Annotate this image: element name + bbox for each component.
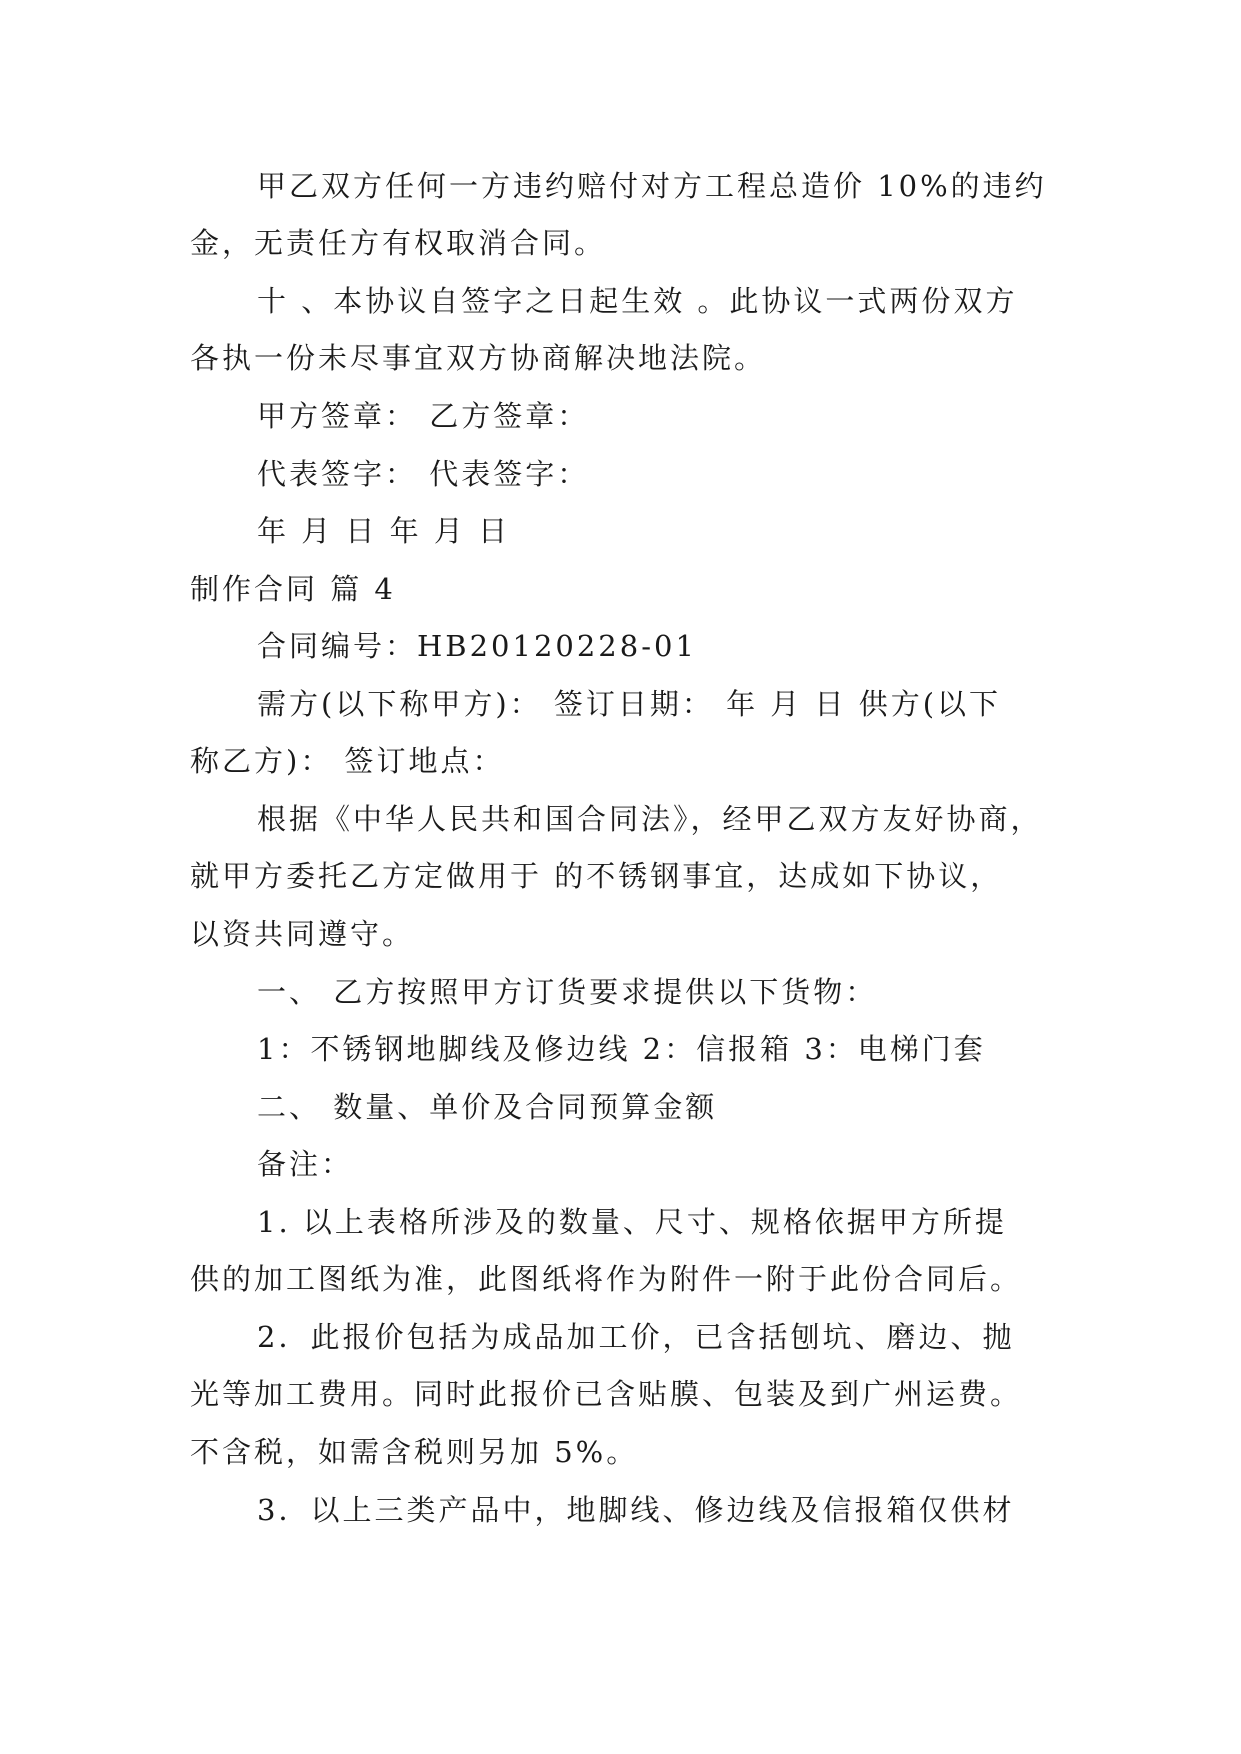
- paragraph-line: 以资共同遵守。: [190, 917, 415, 951]
- paragraph-line: 3．以上三类产品中，地脚线、修边线及信报箱仅供材: [257, 1493, 1015, 1527]
- paragraph-line: 根据《中华人民共和国合同法》，经甲乙双方友好协商，: [257, 802, 1043, 836]
- paragraph-line: 二、 数量、单价及合同预算金额: [257, 1090, 718, 1124]
- paragraph-line: 光等加工费用。同时此报价已含贴膜、包装及到广州运费。: [190, 1377, 1023, 1411]
- paragraph-line: 供的加工图纸为准，此图纸将作为附件一附于此份合同后。: [190, 1262, 1023, 1296]
- signature-line: 甲方签章： 乙方签章：: [257, 399, 590, 433]
- paragraph-line: 一、 乙方按照甲方订货要求提供以下货物：: [257, 975, 878, 1009]
- section-heading: 制作合同 篇 4: [190, 572, 396, 606]
- contract-number: 合同编号：HB20120228-01: [257, 629, 697, 663]
- paragraph-line: 需方(以下称甲方)： 签订日期： 年 月 日 供方(以下: [257, 687, 1002, 721]
- paragraph-line: 称乙方)： 签订地点：: [190, 744, 505, 778]
- paragraph-line: 不含税，如需含税则另加 5%。: [190, 1435, 639, 1469]
- paragraph-line: 1：不锈钢地脚线及修边线 2：信报箱 3：电梯门套: [257, 1032, 986, 1066]
- paragraph-line: 备注：: [257, 1147, 354, 1181]
- paragraph-line: 2．此报价包括为成品加工价，已含括刨坑、磨边、抛: [257, 1320, 1015, 1354]
- paragraph-line: 各执一份未尽事宜双方协商解决地法院。: [190, 341, 767, 375]
- paragraph-line: 十 、本协议自签字之日起生效 。此协议一式两份双方: [257, 284, 1018, 318]
- paragraph-line: 就甲方委托乙方定做用于 的不锈钢事宜，达成如下协议，: [190, 859, 1003, 893]
- paragraph-line: 甲乙双方任何一方违约赔付对方工程总造价 10%的违约: [257, 169, 1047, 203]
- paragraph-line: 金，无责任方有权取消合同。: [190, 226, 607, 260]
- signature-line: 代表签字： 代表签字：: [257, 457, 590, 491]
- date-line: 年 月 日 年 月 日: [257, 514, 511, 548]
- paragraph-line: 1. 以上表格所涉及的数量、尺寸、规格依据甲方所提: [257, 1205, 1007, 1239]
